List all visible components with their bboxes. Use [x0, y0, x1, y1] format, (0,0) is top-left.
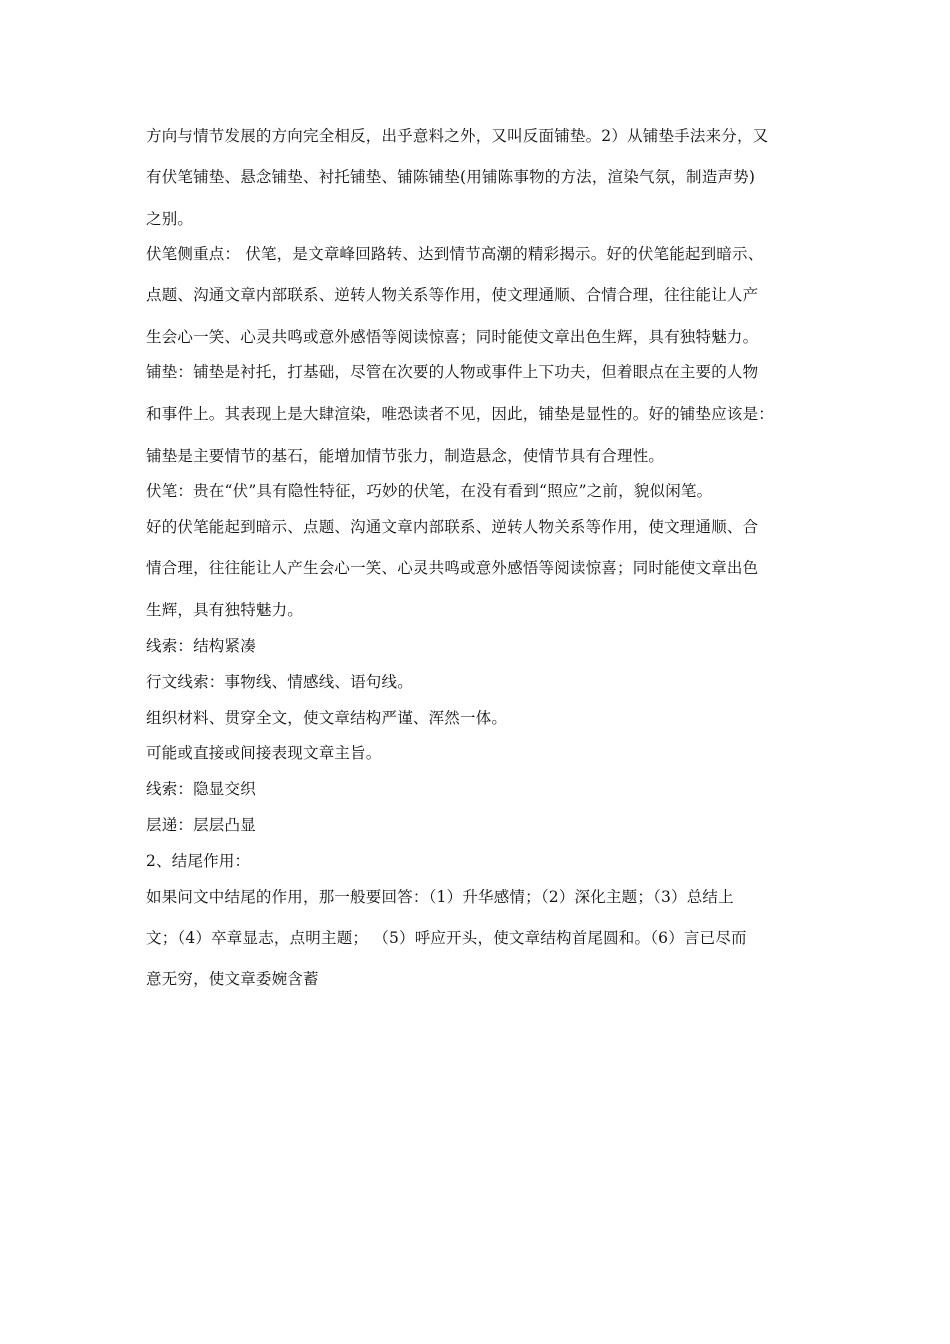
text-line: 生会心一笑、心灵共鸣或意外感悟等阅读惊喜；同时能使文章出色生辉，具有独特魅力。	[146, 328, 759, 346]
text-line: 之别。	[146, 210, 194, 228]
text-line: 如果问文中结尾的作用，那一般要回答：（1）升华感情；（2）深化主题；（3）总结上	[146, 888, 734, 906]
text-line: 铺垫：铺垫是衬托，打基础，尽管在次要的人物或事件上下功夫，但着眼点在主要的人物	[146, 363, 759, 381]
text-line: 层递：层层凸显	[146, 816, 256, 834]
text-line: 伏笔：贵在“伏”具有隐性特征，巧妙的伏笔，在没有看到“照应”之前，貌似闲笔。	[146, 482, 713, 500]
text-line: 生辉，具有独特魅力。	[146, 601, 304, 619]
text-line: 可能或直接或间接表现文章主旨。	[146, 744, 382, 762]
text-line: 伏笔侧重点： 伏笔，是文章峰回路转、达到情节高潮的精彩揭示。好的伏笔能起到暗示、	[146, 245, 764, 263]
text-line: 情合理，往往能让人产生会心一笑、心灵共鸣或意外感悟等阅读惊喜；同时能使文章出色	[146, 559, 759, 577]
text-line: 行文线索：事物线、情感线、语句线。	[146, 673, 413, 691]
text-line: 方向与情节发展的方向完全相反，出乎意料之外，又叫反面铺垫。2）从铺垫手法来分，又	[146, 127, 769, 145]
text-line: 好的伏笔能起到暗示、点题、沟通文章内部联系、逆转人物关系等作用，使文理通顺、合	[146, 518, 759, 536]
text-line: 有伏笔铺垫、悬念铺垫、衬托铺垫、铺陈铺垫(用铺陈事物的方法，渲染气氛，制造声势)	[146, 168, 756, 186]
text-line: 铺垫是主要情节的基石，能增加情节张力，制造悬念，使情节具有合理性。	[146, 447, 665, 465]
text-line: 点题、沟通文章内部联系、逆转人物关系等作用，使文理通顺、合情合理，往往能让人产	[146, 286, 759, 304]
section-heading: 2、结尾作用：	[146, 852, 251, 870]
text-line: 线索：隐显交织	[146, 780, 256, 798]
text-line: 和事件上。其表现上是大肆渲染，唯恐读者不见，因此，铺垫是显性的。好的铺垫应该是：	[146, 405, 775, 423]
text-line: 文；（4）卒章显志，点明主题； （5）呼应开头，使文章结构首尾圆和。（6）言已尽而	[146, 929, 747, 947]
text-line: 线索：结构紧凑	[146, 637, 256, 655]
text-line: 组织材料、贯穿全文，使文章结构严谨、浑然一体。	[146, 709, 508, 727]
text-line: 意无穷，使文章委婉含蓄	[146, 970, 319, 988]
